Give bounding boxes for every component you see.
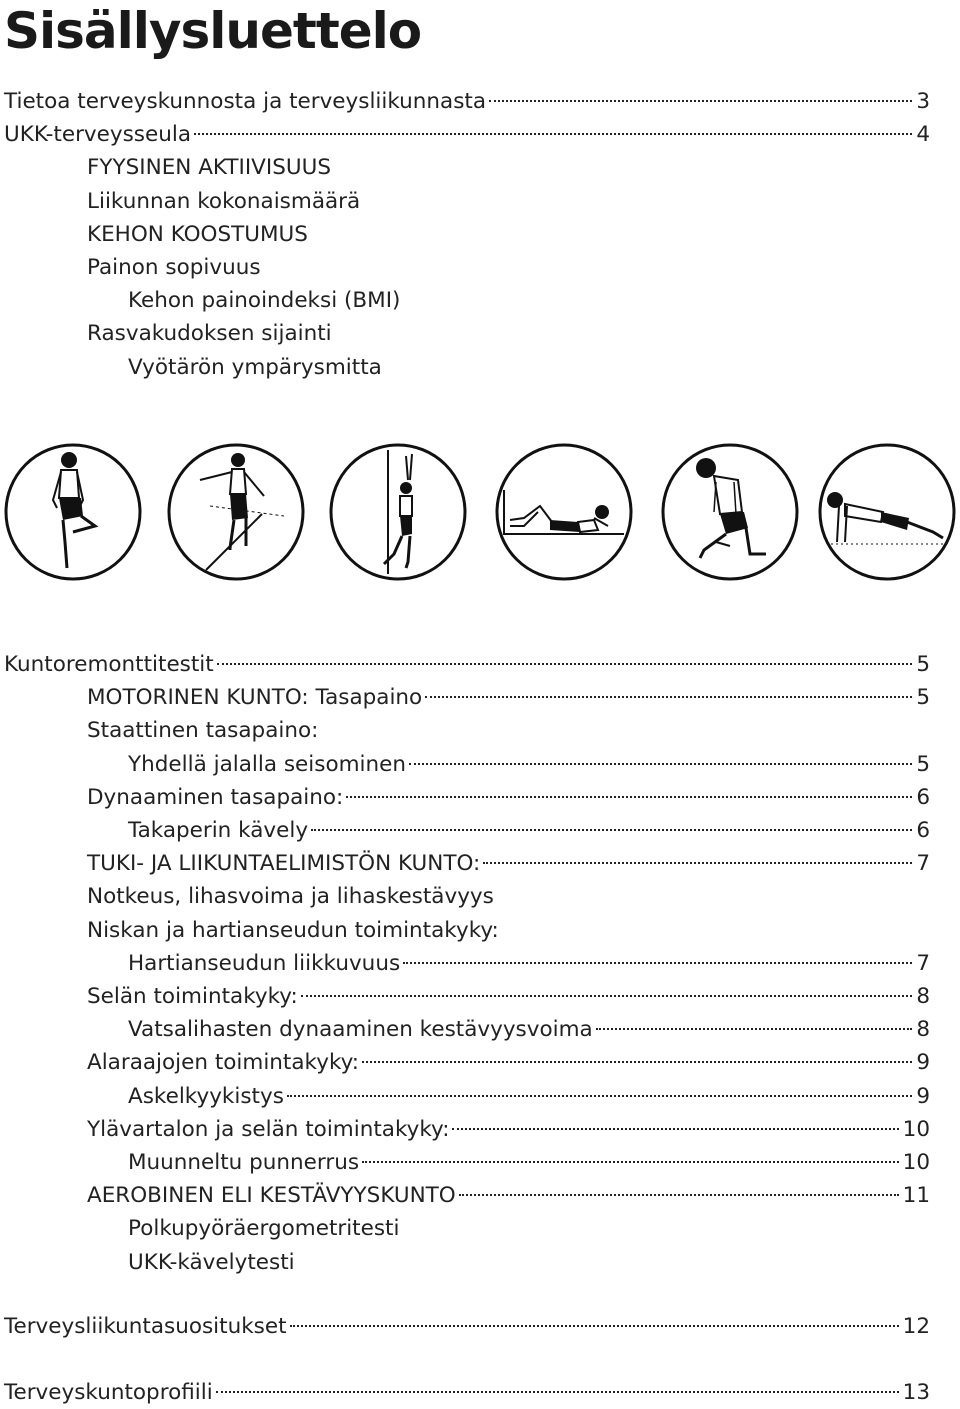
figure-3 [328,442,468,582]
toc-entry[interactable] [87,218,308,251]
toc-entry[interactable] [87,714,318,747]
toc-page-number: 8 [916,984,930,1009]
toc-entry-label: Polkupyöräergometritesti [128,1216,400,1242]
toc-entry[interactable] [87,317,332,350]
toc-entry-label: AEROBINEN ELI KESTÄVYYSKUNTO [87,1183,456,1209]
toc-entry[interactable] [87,1113,930,1146]
toc-entry[interactable] [87,781,930,814]
toc-entry[interactable] [87,914,499,947]
toc-page-number: 13 [902,1380,930,1405]
toc-entry-label: KEHON KOOSTUMUS [87,221,308,247]
figure-1 [3,442,143,582]
toc-entry[interactable] [128,748,930,781]
toc-entry-label: Kuntoremonttitestit [4,652,214,677]
toc-entry-label: UKK-kävelytesti [128,1249,295,1275]
toc-entry-label: Ylävartalon ja selän toimintakyky: [87,1116,450,1142]
toc-entry-label: MOTORINEN KUNTO: Tasapaino [87,685,423,711]
kneeling-step-icon [660,442,800,582]
abdominal-curl-icon [494,442,634,582]
toc-entry[interactable] [128,814,930,847]
figure-5 [660,442,800,582]
toc-page-number: 6 [916,784,930,810]
toc-entry-label: UKK-terveysseula [4,122,192,148]
toc-page-number: 12 [902,1314,930,1339]
toc-leader-dots [290,1325,899,1327]
toc-leader-dots [596,1028,913,1030]
toc-entry[interactable] [4,118,930,151]
toc-page-number: 5 [916,685,930,711]
toc-leader-dots [459,1194,899,1196]
toc-entry[interactable] [128,1080,930,1113]
toc-entry-label: Yhdellä jalalla seisominen [128,751,406,777]
toc-leader-dots [452,1128,898,1130]
toc-entry[interactable] [87,151,331,184]
toc-leader-dots [362,1061,912,1063]
toc-leader-dots [409,763,912,765]
toc-page-number: 5 [916,751,930,777]
toc-leader-dots [301,995,913,997]
modified-push-up-icon [817,442,957,582]
figure-2 [166,442,306,582]
toc-entry-label: Staattinen tasapaino: [87,718,319,744]
toc-entry[interactable] [4,648,930,681]
toc-entry[interactable] [87,681,930,714]
toc-entry[interactable] [87,1046,930,1079]
toc-entry-label: Liikunnan kokonaismäärä [87,188,361,214]
toc-entry[interactable] [4,1376,930,1409]
toc-entry-label: Niskan ja hartianseudun toimintakyky: [87,917,499,943]
toc-page-number: 6 [916,818,930,843]
toc-entry-label: Terveyskuntoprofiili [4,1380,213,1405]
toc-entry-label: Hartianseudun liikkuvuus [128,950,401,976]
toc-page-number: 4 [916,122,930,148]
toc-entry-label: FYYSINEN AKTIIVISUUS [87,155,331,181]
toc-leader-dots [216,1391,899,1393]
toc-entry[interactable] [87,1179,930,1212]
toc-entry[interactable] [128,351,382,384]
toc-leader-dots [194,133,912,135]
toc-entry-label: Selän toimintakyky: [87,984,298,1009]
toc-page-number: 8 [916,1017,930,1043]
toc-leader-dots [483,862,912,864]
toc-leader-dots [311,829,912,831]
shoulder-reach-against-wall-icon [328,442,468,582]
toc-entry-label: Kehon painoindeksi (BMI) [128,288,401,314]
toc-entry[interactable] [87,847,930,880]
toc-entry-label: Notkeus, lihasvoima ja lihaskestävyys [87,884,494,910]
toc-entry[interactable] [128,947,930,980]
toc-leader-dots [287,1095,912,1097]
toc-entry-label: TUKI- JA LIIKUNTAELIMISTÖN KUNTO: [87,851,481,877]
toc-page-number: 9 [916,1083,930,1109]
toc-leader-dots [425,696,912,698]
toc-entry[interactable] [4,85,930,118]
toc-entry-label: Alaraajojen toimintakyky: [87,1050,360,1076]
toc-entry-label: Muunneltu punnerrus [128,1150,360,1175]
toc-entry-label: Terveysliikuntasuositukset [4,1314,287,1339]
toc-entry[interactable] [128,1146,930,1179]
toc-entry[interactable] [128,284,400,317]
toc-entry[interactable] [87,251,261,284]
toc-leader-dots [362,1161,899,1163]
toc-leader-dots [403,962,912,964]
toc-leader-dots [346,796,912,798]
toc-page-number: 10 [902,1150,930,1175]
toc-entry[interactable] [128,1246,295,1279]
exercise-illustrations [0,440,960,588]
toc-entry-label: Painon sopivuus [87,255,261,280]
toc-entry-label: Dynaaminen tasapaino: [87,784,344,810]
toc-entry-label: Vyötärön ympärysmitta [128,354,382,380]
toc-entry[interactable] [4,1310,930,1343]
toc-page-number: 5 [916,652,930,677]
toc-page-number: 10 [902,1116,930,1142]
toc-page-number: 7 [916,950,930,976]
figure-6 [817,442,957,582]
toc-leader-dots [489,100,912,102]
balance-standing-one-leg-icon [3,442,143,582]
page-title: Sisällysluettelo [4,2,422,60]
toc-page-number: 3 [916,89,930,114]
figure-4 [494,442,634,582]
toc-entry-label: Askelkyykistys [128,1083,284,1109]
walking-on-line-icon [166,442,306,582]
toc-entry-label: Rasvakudoksen sijainti [87,321,332,347]
toc-entry-label: Takaperin kävely [128,818,309,843]
toc-entry-label: Vatsalihasten dynaaminen kestävyysvoima [128,1017,593,1043]
toc-entry-label: Tietoa terveyskunnosta ja terveysliikunnasta [4,89,487,114]
toc-entry[interactable] [87,880,494,913]
toc-entry[interactable] [87,185,360,218]
toc-entry[interactable] [128,1212,399,1245]
toc-page-number: 11 [902,1183,930,1209]
toc-page-number: 7 [916,851,930,877]
toc-entry[interactable] [128,1013,930,1046]
toc-leader-dots [217,663,913,665]
toc-page-number: 9 [916,1050,930,1076]
toc-entry[interactable] [87,980,930,1013]
